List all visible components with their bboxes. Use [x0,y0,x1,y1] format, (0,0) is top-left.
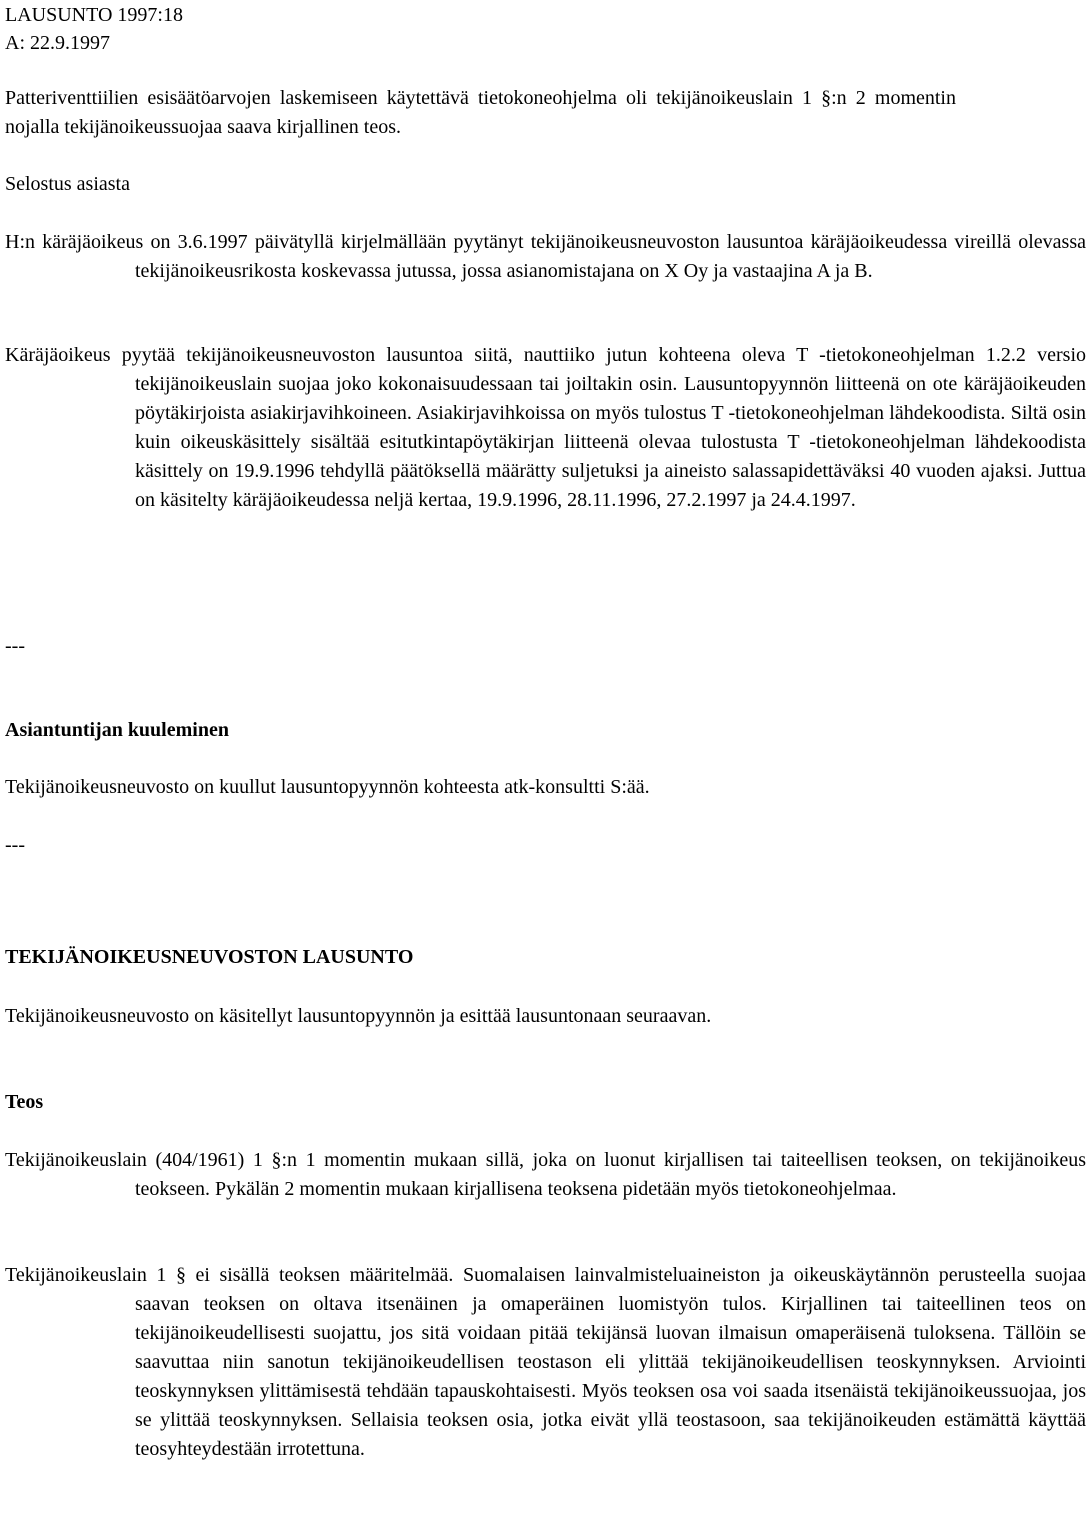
section-heading-asiantuntija: Asiantuntijan kuuleminen [5,719,229,741]
section-heading-lausunto: TEKIJÄNOIKEUSNEUVOSTON LAUSUNTO [5,946,414,968]
teos-paragraph-1: Tekijänoikeuslain (404/1961) 1 §:n 1 momentin mukaan sillä, joka on luonut kirjallisen tai taiteellisen teoksen, on tekijänoikeus teokseen. Pykälän 2 momentin mukaan kirjallisena teoksena pidetään myös tietokoneohjelmaa. [5,1149,1086,1200]
selostus-paragraph-2: Käräjäoikeus pyytää tekijänoikeusneuvoston lausuntoa siitä, nauttiiko jutun kohteena oleva T -tietokoneohjelman 1.2.2 versio tekijänoikeuslain suojaa joko kokonaisuudessaan tai joiltakin osin. Lausuntopyynnön liitteenä on ote käräjäoikeuden pöytäkirjoista asiakirjavihkoineen. Asiakirjavihkoissa on myös tulostus T -tietokoneohjelman lähdekoodista. Siltä osin kuin oikeuskäsittely sisältää esitutkintapöytäkirjan liitteenä olevaa tulostusta T -tietokoneohjelman lähdekoodista käsittely on 19.9.1996 tehdyllä päätöksellä määrätty suljetuksi ja aineisto salassapidettäväksi 40 vuoden ajaksi. Juttua on käsitelty käräjäoikeudessa neljä kertaa, 19.9.1996, 28.11.1996, 27.2.1997 ja 24.4.1997. [5,344,1086,511]
section-heading-teos: Teos [5,1091,44,1113]
separator-1: --- [5,635,25,657]
separator-2: --- [5,834,25,856]
summary-paragraph: Patteriventtiilien esisäätöarvojen laskemiseen käytettävä tietokoneohjelma oli tekijänoikeuslain 1 §:n 2 momentin nojalla tekijänoikeussuojaa saava kirjallinen teos. [5,87,956,138]
document-date: A: 22.9.1997 [5,32,110,54]
teos-paragraph-2: Tekijänoikeuslain 1 § ei sisällä teoksen määritelmää. Suomalaisen lainvalmisteluaineiston ja oikeuskäytännön perusteella suojaa saavan teoksen on oltava itsenäinen ja omaperäinen luomistyön tulos. Kirjallinen tai taiteellinen teos on tekijänoikeudellisesti suojattu, jos sitä voidaan pitää tekijänsä luovan ilmaisun omaperäisenä tuloksena. Tällöin se saavuttaa niin sanotun tekijänoikeudellisen teostason eli ylittää tekijänoikeudellisen teoskynnyksen. Arviointi teoskynnyksen ylittämisestä tehdään tapauskohtaisesti. Myös teoksen osa voi saada itsenäistä tekijänoikeussuojaa, jos se ylittää teoskynnyksen. Sellaisia teoksen osia, jotka eivät yllä teostasoon, saa tekijänoikeuden estämättä käyttää teosyhteydestään irrotettuna. [5,1264,1086,1460]
asiantuntija-paragraph: Tekijänoikeusneuvosto on kuullut lausuntopyynnön kohteesta atk-konsultti S:ää. [5,776,650,798]
section-heading-selostus: Selostus asiasta [5,173,130,195]
lausunto-paragraph: Tekijänoikeusneuvosto on käsitellyt lausuntopyynnön ja esittää lausuntonaan seuraavan. [5,1005,712,1027]
selostus-paragraph-1: H:n käräjäoikeus on 3.6.1997 päivätyllä kirjelmällään pyytänyt tekijänoikeusneuvoston lausuntoa käräjäoikeudessa vireillä olevassa tekijänoikeusrikosta koskevassa jutussa, jossa asianomistajana on X Oy ja vastaajina A ja B. [5,231,1086,282]
document-title: LAUSUNTO 1997:18 [5,4,183,26]
